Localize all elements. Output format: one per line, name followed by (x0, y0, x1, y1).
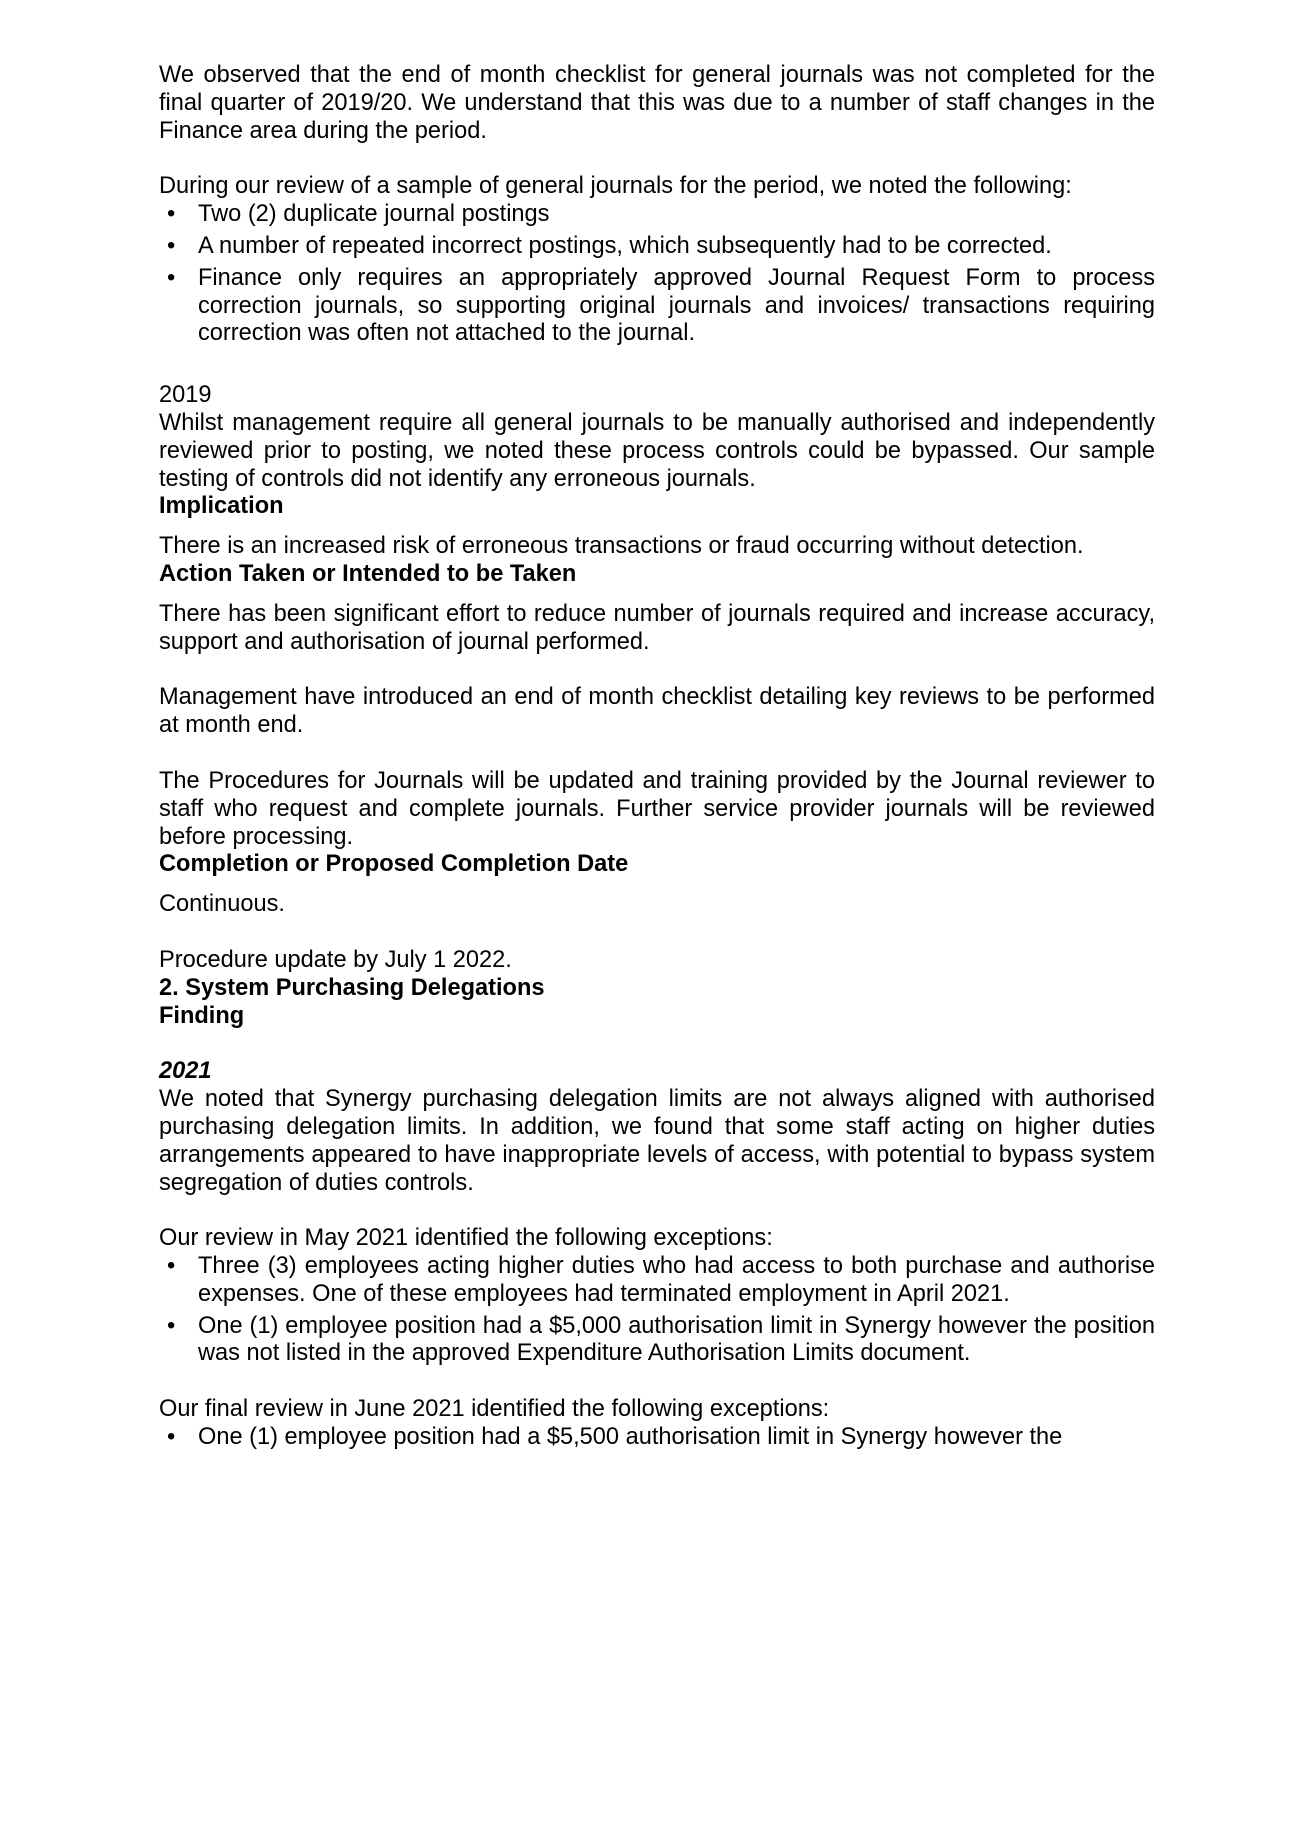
completion-heading: Completion or Proposed Completion Date (159, 851, 629, 878)
year-2021-paragraph: We noted that Synergy purchasing delegation limits are not always aligned with authorised purchasing delegation limits. In addition, we found that some staff acting on higher duties arrangements appeared to have inappropriate levels of access, with potential to bypass system segregation of duties controls. (159, 1086, 1155, 1196)
document-page (159, 62, 1155, 1452)
action-paragraph-3: The Procedures for Journals will be updated and training provided by the Journal reviewer to staff who request and complete journals. Further service provider journals will be reviewed before processing. (159, 767, 1155, 850)
completion-paragraph-2: Procedure update by July 1 2022. (159, 946, 512, 973)
year-2019-label: 2019 (159, 382, 212, 409)
bullet-icon: • (167, 1253, 176, 1280)
list-item: • A number of repeated incorrect postings, which subsequently had to be corrected. (167, 232, 1052, 259)
finding-heading: Finding (159, 1002, 245, 1029)
bullet-icon: • (167, 201, 176, 228)
implication-heading: Implication (159, 493, 284, 520)
completion-paragraph-1: Continuous. (159, 891, 285, 918)
list-item: • One (1) employee position had a $5,500 authorisation limit in Synergy however the (167, 1424, 1063, 1451)
action-heading: Action Taken or Intended to be Taken (159, 560, 577, 587)
list-item: • Finance only requires an appropriately approved Journal Request Form to process correction journals, so supporting original journals and invoices/ transactions requiring correction was often not attached to the journal. (167, 264, 1155, 347)
finding-paragraph-intro: We observed that the end of month checklist for general journals was not completed for the final quarter of 2019/20. We understand that this was due to a number of staff changes in the Finance area during the period. (159, 62, 1155, 144)
bullet-icon: • (167, 1424, 176, 1451)
section-2-heading: 2. System Purchasing Delegations (159, 974, 545, 1001)
may-review-bullet-list (159, 1253, 1155, 1368)
action-paragraph-2: Management have introduced an end of month checklist detailing key reviews to be performed at month end. (159, 684, 1155, 739)
list-item: • Two (2) duplicate journal postings (167, 201, 550, 228)
action-paragraph-1: There has been significant effort to reduce number of journals required and increase accuracy, support and authorisation of journal performed. (159, 600, 1155, 655)
list-item: • Three (3) employees acting higher duties who had access to both purchase and authorise expenses. One of these employees had terminated employment in April 2021. (167, 1253, 1155, 1307)
sample-review-bullet-list (159, 201, 1155, 348)
bullet-icon: • (167, 264, 176, 291)
sample-review-intro: During our review of a sample of general journals for the period, we noted the following: (159, 173, 1072, 200)
june-review-intro: Our final review in June 2021 identified the following exceptions: (159, 1396, 830, 1423)
year-2021-label: 2021 (159, 1058, 212, 1085)
list-item: • One (1) employee position had a $5,000 authorisation limit in Synergy however the position was not listed in the approved Expenditure Authorisation Limits document. (167, 1312, 1155, 1367)
june-review-bullet-list (159, 1424, 1155, 1452)
year-2019-paragraph: Whilst management require all general journals to be manually authorised and independently reviewed prior to posting, we noted these process controls could be bypassed. Our sample testing of controls did not identify any erroneous journals. (159, 409, 1155, 492)
bullet-icon: • (167, 232, 176, 259)
implication-paragraph: There is an increased risk of erroneous transactions or fraud occurring without detection. (159, 533, 1084, 560)
may-review-intro: Our review in May 2021 identified the following exceptions: (159, 1225, 773, 1252)
bullet-icon: • (167, 1312, 176, 1339)
